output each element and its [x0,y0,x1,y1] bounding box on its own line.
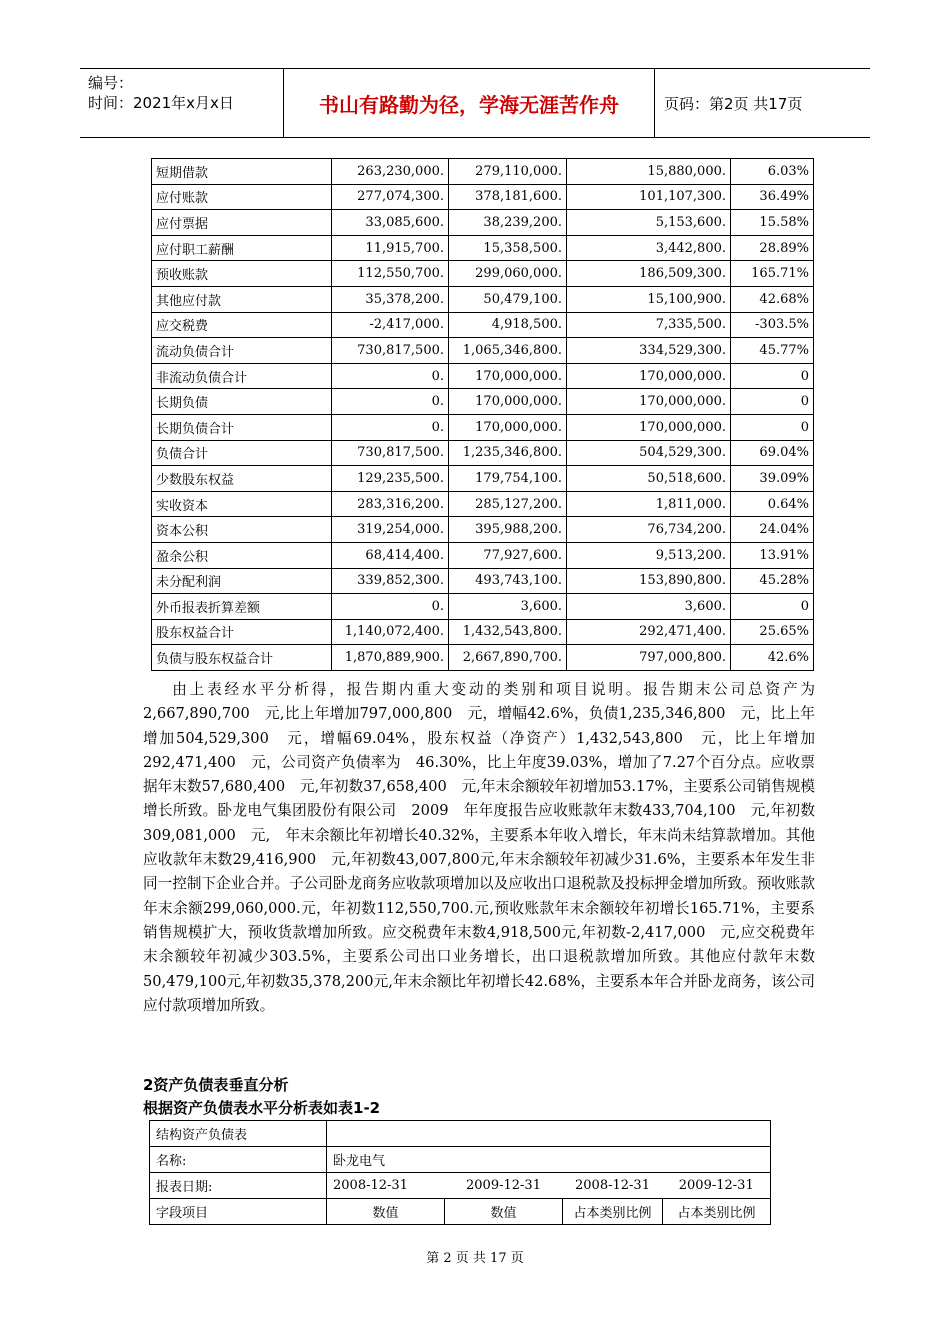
row-value: 45.77% [731,338,814,364]
row-value: 263,230,000. [332,159,449,185]
row-value: 112,550,700. [332,261,449,287]
table-row [152,542,814,568]
row-value: 0 [731,389,814,415]
horizontal-analysis-table [151,158,814,671]
row-value: 170,000,000. [449,389,567,415]
row-value: 277,074,300. [332,184,449,210]
row-value: 170,000,000. [567,414,731,440]
row-value: 170,000,000. [449,363,567,389]
row-value: -303.5% [731,312,814,338]
analysis-paragraph: 由上表经水平分析得，报告期内重大变动的类别和项目说明。报告期末公司总资产为2,667,890,700 元,比上年增加797,000,800 元，增幅42.6%，负债1,235,346,800 元，比上年增加504,529,300 元，增幅69.04%，股东权益（净资产）1,432,543,800 元，比上年增加292,471,400 元，公司资产负债率为 46.30%，比上年度39.03%，增加了7.27个百分点。应收票据年末数57,680,400 元,年初数37,658,400 元,年末余额较年初增加53.17%，主要系公司销售规模增长所致。卧龙电气集团股份有限公司 2009 年年度报告应收账款年末数433,704,100 元,年初数309,081,000 元, 年末余额比年初增长40.32%，主要系本年收入增长，年末尚未结算款增加。其他应收款年末数29,416,900 元,年初数43,007,800元,年末余额较年初减少31.6%，主要系本年发生非同一控制下企业合并。子公司卧龙商务应收款项增加以及应收出口退税款及投标押金增加所致。预收账款年末余额299,060,000.元，年初数112,550,700.元,预收账款年末余额较年初增长165.71%，主要系销售规模扩大，预收货款增加所致。应交税费年末数4,918,500元,年初数-2,417,000 元,应交税费年末余额较年初减少303.5%，主要系公司出口业务增长，出口退税款增加所致。其他应付款年末数50,479,100元,年初数35,378,200元,年末余额比年初增长42.68%，主要系本年合并卧龙商务，该公司应付款项增加所致。 [143,681,815,1014]
row-value: 28.89% [731,235,814,261]
row-value: 3,600. [567,594,731,620]
row-label: 短期借款 [152,159,332,185]
row-label: 资本公积 [152,517,332,543]
table-row [152,568,814,594]
row-label: 非流动负债合计 [152,363,332,389]
row-value: 0.64% [731,491,814,517]
table-row [152,414,814,440]
row-value: 797,000,800. [567,645,731,671]
row-value: 24.04% [731,517,814,543]
row-value: 45.28% [731,568,814,594]
row-value: 1,811,000. [567,491,731,517]
row-label: 长期负债 [152,389,332,415]
row-value: 68,414,400. [332,542,449,568]
table-row [152,210,814,236]
row-label: 外币报表折算差额 [152,594,332,620]
row-value: 39.09% [731,466,814,492]
row-label: 应付职工薪酬 [152,235,332,261]
row-label: 应付票据 [152,210,332,236]
row-value: 36.49% [731,184,814,210]
row-value: 0. [332,414,449,440]
row-value: 279,110,000. [449,159,567,185]
row-label: 实收资本 [152,491,332,517]
row-label: 应交税费 [152,312,332,338]
row-value: 42.68% [731,286,814,312]
row-value: 69.04% [731,440,814,466]
row-value: 50,518,600. [567,466,731,492]
row-value: 1,065,346,800. [449,338,567,364]
row-value: 179,754,100. [449,466,567,492]
page-footer: 第 2 页 共 17 页 [426,1251,524,1266]
row-value: 6.03% [731,159,814,185]
row-value: 76,734,200. [567,517,731,543]
row-value: 129,235,500. [332,466,449,492]
table-row [152,363,814,389]
row-value: 186,509,300. [567,261,731,287]
row-value: 730,817,500. [332,338,449,364]
row-value: 15,358,500. [449,235,567,261]
row-value: 0. [332,594,449,620]
structure-balance-table [149,1120,771,1225]
table-row [152,338,814,364]
section-title: 2资产负债表垂直分析 [143,1076,289,1094]
row-label: 应付账款 [152,184,332,210]
row-value: 730,817,500. [332,440,449,466]
t2-date-1: 2008-12-31 [327,1173,445,1199]
row-label: 负债合计 [152,440,332,466]
row-value: 25.65% [731,619,814,645]
row-value: 33,085,600. [332,210,449,236]
table-row [152,312,814,338]
t2-field-label: 字段项目 [150,1199,327,1225]
row-label: 预收账款 [152,261,332,287]
section-subtitle: 根据资产负债表水平分析表如表1-2 [143,1099,381,1117]
row-value: 0 [731,594,814,620]
table-row [152,594,814,620]
row-value: 1,432,543,800. [449,619,567,645]
row-label: 未分配利润 [152,568,332,594]
row-value: 1,140,072,400. [332,619,449,645]
table-row [152,466,814,492]
table-row [152,286,814,312]
t2-date-2: 2009-12-31 [466,1178,541,1193]
row-value: 1,235,346,800. [449,440,567,466]
row-label: 长期负债合计 [152,414,332,440]
row-value: 153,890,800. [567,568,731,594]
row-value: 170,000,000. [567,363,731,389]
row-value: 292,471,400. [567,619,731,645]
row-value: 334,529,300. [567,338,731,364]
row-value: 493,743,100. [449,568,567,594]
table-row [152,645,814,671]
time-label: 时间：2021年x月x日 [88,94,234,112]
row-value: 3,442,800. [567,235,731,261]
row-value: 2,667,890,700. [449,645,567,671]
row-value: 101,107,300. [567,184,731,210]
table-row [152,235,814,261]
row-value: 5,153,600. [567,210,731,236]
row-value: 1,870,889,900. [332,645,449,671]
row-value: 378,181,600. [449,184,567,210]
row-value: 7,335,500. [567,312,731,338]
t2-name-label: 名称: [150,1147,327,1173]
row-value: 339,852,300. [332,568,449,594]
row-label: 其他应付款 [152,286,332,312]
t2-col-2: 数值 [445,1199,563,1225]
table-row [152,261,814,287]
table-row [152,159,814,185]
row-value: 42.6% [731,645,814,671]
table-row [152,389,814,415]
row-value: 35,378,200. [332,286,449,312]
row-value: 0. [332,363,449,389]
table-row [152,517,814,543]
t2-date-4: 2009-12-31 [663,1173,771,1199]
header-meta [88,73,288,113]
row-value: 395,988,200. [449,517,567,543]
row-label: 少数股东权益 [152,466,332,492]
row-value: 0 [731,414,814,440]
row-value: 170,000,000. [567,389,731,415]
serial-label: 编号： [88,74,134,92]
page-header [80,68,870,138]
row-value: 13.91% [731,542,814,568]
t2-title: 结构资产负债表 [150,1121,327,1147]
t2-col-1: 数值 [327,1199,445,1225]
row-value: 299,060,000. [449,261,567,287]
table-row [152,491,814,517]
row-value: -2,417,000. [332,312,449,338]
row-value: 504,529,300. [567,440,731,466]
row-label: 股东权益合计 [152,619,332,645]
t2-col-4: 占本类别比例 [663,1199,771,1225]
header-page-info: 页码：第2页 共17页 [664,94,803,113]
row-value: 50,479,100. [449,286,567,312]
row-value: 77,927,600. [449,542,567,568]
row-label: 流动负债合计 [152,338,332,364]
row-value: 285,127,200. [449,491,567,517]
row-value: 4,918,500. [449,312,567,338]
row-value: 0. [332,389,449,415]
row-value: 0 [731,363,814,389]
row-value: 170,000,000. [449,414,567,440]
row-label: 盈余公积 [152,542,332,568]
t2-title-fill [327,1121,771,1147]
row-value: 15,880,000. [567,159,731,185]
t2-date-label: 报表日期: [150,1173,327,1199]
row-value: 165.71% [731,261,814,287]
row-value: 283,316,200. [332,491,449,517]
row-value: 38,239,200. [449,210,567,236]
row-value: 15.58% [731,210,814,236]
table-row [152,440,814,466]
t2-name-value: 卧龙电气 [327,1147,771,1173]
table-row [152,619,814,645]
table-row [152,184,814,210]
t2-date-3: 2008-12-31 [575,1178,650,1193]
row-value: 9,513,200. [567,542,731,568]
row-value: 15,100,900. [567,286,731,312]
row-value: 319,254,000. [332,517,449,543]
row-value: 3,600. [449,594,567,620]
t2-col-3: 占本类别比例 [563,1199,663,1225]
header-motto: 书山有路勤为径，学海无涯苦作舟 [283,69,655,137]
row-value: 11,915,700. [332,235,449,261]
row-label: 负债与股东权益合计 [152,645,332,671]
